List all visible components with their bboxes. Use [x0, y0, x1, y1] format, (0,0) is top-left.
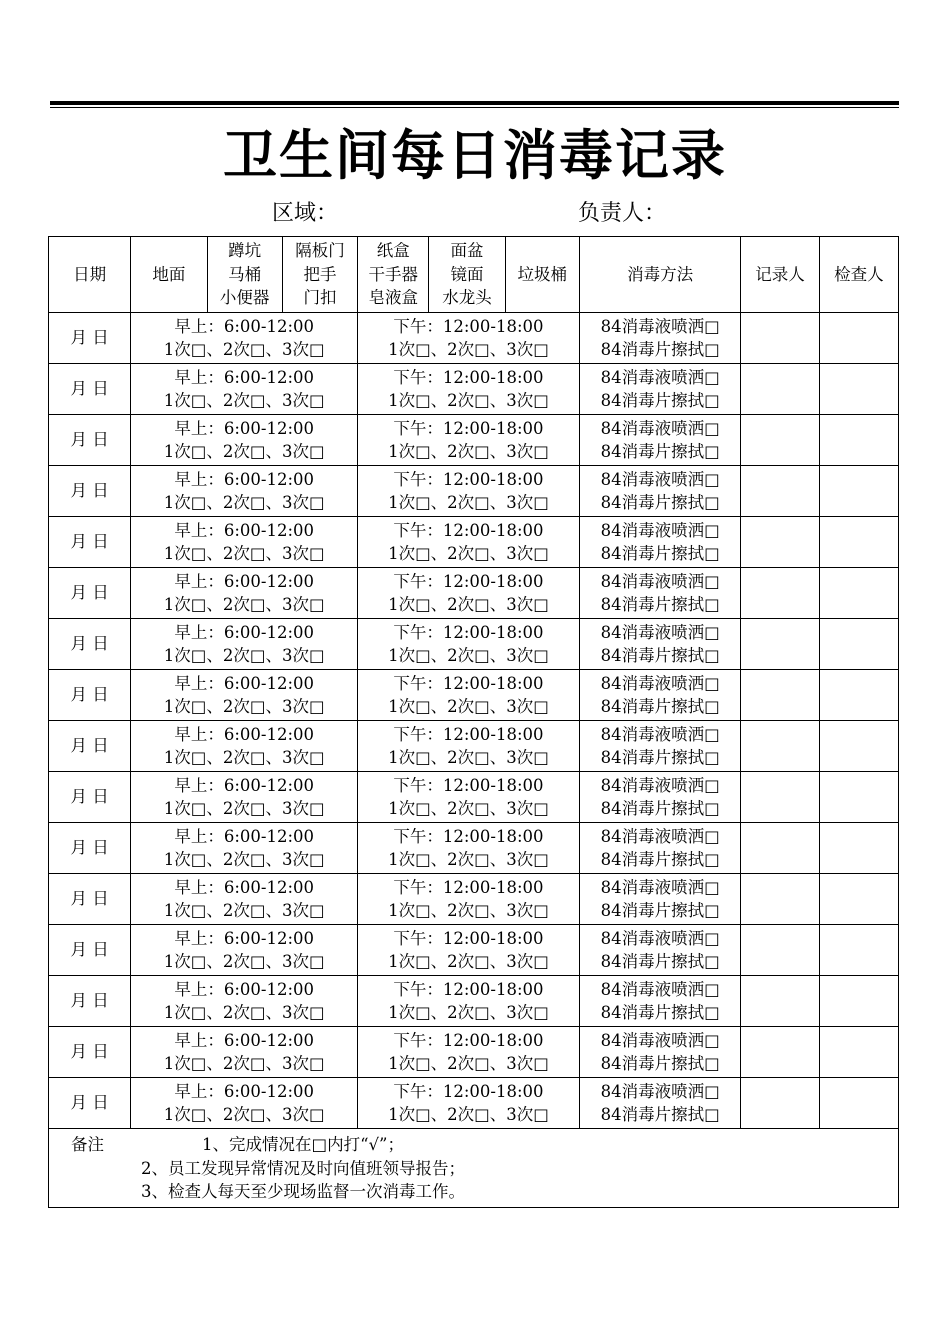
log-row — [49, 568, 899, 619]
inspector-cell[interactable] — [819, 772, 898, 823]
top-rule-thick — [50, 101, 899, 105]
afternoon-cell[interactable]: 下午：12:00-18:00 1次□、2次□、3次□ — [358, 1078, 580, 1129]
header-toilet: 蹲坑 马桶 小便器 — [207, 237, 282, 313]
morning-cell[interactable]: 早上：6:00-12:00 1次□、2次□、3次□ — [131, 1027, 358, 1078]
date-cell[interactable]: 月 日 — [49, 415, 131, 466]
date-cell[interactable]: 月 日 — [49, 517, 131, 568]
afternoon-cell[interactable]: 下午：12:00-18:00 1次□、2次□、3次□ — [358, 415, 580, 466]
log-row — [49, 517, 899, 568]
morning-cell[interactable]: 早上：6:00-12:00 1次□、2次□、3次□ — [131, 517, 358, 568]
afternoon-cell[interactable]: 下午：12:00-18:00 1次□、2次□、3次□ — [358, 670, 580, 721]
header-door: 隔板门 把手 门扣 — [282, 237, 357, 313]
method-cell[interactable]: 84消毒液喷洒□ 84消毒片擦拭□ — [579, 874, 741, 925]
afternoon-cell[interactable]: 下午：12:00-18:00 1次□、2次□、3次□ — [358, 874, 580, 925]
recorder-cell[interactable] — [741, 313, 819, 364]
morning-cell[interactable]: 早上：6:00-12:00 1次□、2次□、3次□ — [131, 823, 358, 874]
date-cell[interactable]: 月 日 — [49, 823, 131, 874]
afternoon-cell[interactable]: 下午：12:00-18:00 1次□、2次□、3次□ — [358, 772, 580, 823]
header-method: 消毒方法 — [579, 237, 741, 313]
recorder-cell[interactable] — [741, 772, 819, 823]
notes-list — [141, 1133, 465, 1204]
recorder-cell[interactable] — [741, 415, 819, 466]
region-label: 区域： — [272, 201, 339, 226]
inspector-cell[interactable] — [819, 1027, 898, 1078]
morning-cell[interactable]: 早上：6:00-12:00 1次□、2次□、3次□ — [131, 466, 358, 517]
recorder-cell[interactable] — [741, 364, 819, 415]
method-cell[interactable]: 84消毒液喷洒□ 84消毒片擦拭□ — [579, 823, 741, 874]
afternoon-cell[interactable]: 下午：12:00-18:00 1次□、2次□、3次□ — [358, 619, 580, 670]
log-row — [49, 874, 899, 925]
date-cell[interactable]: 月 日 — [49, 976, 131, 1027]
top-rule-thin — [50, 107, 899, 108]
log-row — [49, 823, 899, 874]
date-cell[interactable]: 月 日 — [49, 619, 131, 670]
header-trash: 垃圾桶 — [505, 237, 579, 313]
method-cell[interactable]: 84消毒液喷洒□ 84消毒片擦拭□ — [579, 772, 741, 823]
morning-cell[interactable]: 早上：6:00-12:00 1次□、2次□、3次□ — [131, 568, 358, 619]
log-row — [49, 364, 899, 415]
log-row — [49, 721, 899, 772]
afternoon-cell[interactable]: 下午：12:00-18:00 1次□、2次□、3次□ — [358, 976, 580, 1027]
inspector-cell[interactable] — [819, 568, 898, 619]
inspector-cell[interactable] — [819, 670, 898, 721]
method-cell[interactable]: 84消毒液喷洒□ 84消毒片擦拭□ — [579, 313, 741, 364]
owner-label: 负责人： — [578, 201, 667, 226]
method-cell[interactable]: 84消毒液喷洒□ 84消毒片擦拭□ — [579, 1027, 741, 1078]
date-cell[interactable]: 月 日 — [49, 670, 131, 721]
method-cell[interactable]: 84消毒液喷洒□ 84消毒片擦拭□ — [579, 670, 741, 721]
log-row — [49, 976, 899, 1027]
inspector-cell[interactable] — [819, 1078, 898, 1129]
log-row — [49, 619, 899, 670]
morning-cell[interactable]: 早上：6:00-12:00 1次□、2次□、3次□ — [131, 313, 358, 364]
recorder-cell[interactable] — [741, 619, 819, 670]
method-cell[interactable]: 84消毒液喷洒□ 84消毒片擦拭□ — [579, 568, 741, 619]
recorder-cell[interactable] — [741, 721, 819, 772]
log-row — [49, 1027, 899, 1078]
notes-label: 备注 — [71, 1135, 104, 1154]
recorder-cell[interactable] — [741, 670, 819, 721]
method-cell[interactable]: 84消毒液喷洒□ 84消毒片擦拭□ — [579, 721, 741, 772]
morning-cell[interactable]: 早上：6:00-12:00 1次□、2次□、3次□ — [131, 364, 358, 415]
morning-cell[interactable]: 早上：6:00-12:00 1次□、2次□、3次□ — [131, 772, 358, 823]
disinfection-log-table — [48, 236, 899, 1208]
method-cell[interactable]: 84消毒液喷洒□ 84消毒片擦拭□ — [579, 619, 741, 670]
inspector-cell[interactable] — [819, 874, 898, 925]
date-cell[interactable]: 月 日 — [49, 1078, 131, 1129]
recorder-cell[interactable] — [741, 1078, 819, 1129]
morning-cell[interactable]: 早上：6:00-12:00 1次□、2次□、3次□ — [131, 925, 358, 976]
header-row — [49, 237, 899, 313]
header-dispensers: 纸盒 干手器 皂液盒 — [358, 237, 429, 313]
recorder-cell[interactable] — [741, 823, 819, 874]
inspector-cell[interactable] — [819, 313, 898, 364]
header-floor: 地面 — [131, 237, 207, 313]
afternoon-cell[interactable]: 下午：12:00-18:00 1次□、2次□、3次□ — [358, 517, 580, 568]
afternoon-cell[interactable]: 下午：12:00-18:00 1次□、2次□、3次□ — [358, 568, 580, 619]
inspector-cell[interactable] — [819, 925, 898, 976]
morning-cell[interactable]: 早上：6:00-12:00 1次□、2次□、3次□ — [131, 976, 358, 1027]
afternoon-cell[interactable]: 下午：12:00-18:00 1次□、2次□、3次□ — [358, 313, 580, 364]
recorder-cell[interactable] — [741, 874, 819, 925]
notes-cell — [49, 1129, 899, 1208]
notes-row — [49, 1129, 899, 1208]
date-cell[interactable]: 月 日 — [49, 925, 131, 976]
date-cell[interactable]: 月 日 — [49, 364, 131, 415]
log-row — [49, 415, 899, 466]
method-cell[interactable]: 84消毒液喷洒□ 84消毒片擦拭□ — [579, 976, 741, 1027]
note-item: 2、员工发现异常情况及时向值班领导报告； — [141, 1158, 465, 1178]
inspector-cell[interactable] — [819, 976, 898, 1027]
recorder-cell[interactable] — [741, 1027, 819, 1078]
recorder-cell[interactable] — [741, 568, 819, 619]
method-cell[interactable]: 84消毒液喷洒□ 84消毒片擦拭□ — [579, 925, 741, 976]
morning-cell[interactable]: 早上：6:00-12:00 1次□、2次□、3次□ — [131, 721, 358, 772]
log-row — [49, 670, 899, 721]
morning-cell[interactable]: 早上：6:00-12:00 1次□、2次□、3次□ — [131, 874, 358, 925]
note-item: 1、完成情况在□内打“√”； — [202, 1135, 404, 1154]
date-cell[interactable]: 月 日 — [49, 1027, 131, 1078]
afternoon-cell[interactable]: 下午：12:00-18:00 1次□、2次□、3次□ — [358, 364, 580, 415]
method-cell[interactable]: 84消毒液喷洒□ 84消毒片擦拭□ — [579, 1078, 741, 1129]
log-row — [49, 772, 899, 823]
log-row — [49, 925, 899, 976]
afternoon-cell[interactable]: 下午：12:00-18:00 1次□、2次□、3次□ — [358, 721, 580, 772]
page-title: 卫生间每日消毒记录 — [223, 123, 727, 187]
note-item: 3、检查人每天至少现场监督一次消毒工作。 — [141, 1182, 465, 1201]
recorder-cell[interactable] — [741, 517, 819, 568]
afternoon-cell[interactable]: 下午：12:00-18:00 1次□、2次□、3次□ — [358, 466, 580, 517]
morning-cell[interactable]: 早上：6:00-12:00 1次□、2次□、3次□ — [131, 619, 358, 670]
inspector-cell[interactable] — [819, 364, 898, 415]
inspector-cell[interactable] — [819, 517, 898, 568]
date-cell[interactable]: 月 日 — [49, 874, 131, 925]
header-date: 日期 — [49, 237, 131, 313]
date-cell[interactable]: 月 日 — [49, 721, 131, 772]
inspector-cell[interactable] — [819, 619, 898, 670]
morning-cell[interactable]: 早上：6:00-12:00 1次□、2次□、3次□ — [131, 415, 358, 466]
date-cell[interactable]: 月 日 — [49, 568, 131, 619]
recorder-cell[interactable] — [741, 466, 819, 517]
inspector-cell[interactable] — [819, 415, 898, 466]
log-row — [49, 466, 899, 517]
afternoon-cell[interactable]: 下午：12:00-18:00 1次□、2次□、3次□ — [358, 1027, 580, 1078]
method-cell[interactable]: 84消毒液喷洒□ 84消毒片擦拭□ — [579, 415, 741, 466]
method-cell[interactable]: 84消毒液喷洒□ 84消毒片擦拭□ — [579, 364, 741, 415]
morning-cell[interactable]: 早上：6:00-12:00 1次□、2次□、3次□ — [131, 1078, 358, 1129]
header-recorder: 记录人 — [741, 237, 819, 313]
afternoon-cell[interactable]: 下午：12:00-18:00 1次□、2次□、3次□ — [358, 925, 580, 976]
log-row — [49, 1078, 899, 1129]
recorder-cell[interactable] — [741, 976, 819, 1027]
date-cell[interactable]: 月 日 — [49, 466, 131, 517]
method-cell[interactable]: 84消毒液喷洒□ 84消毒片擦拭□ — [579, 466, 741, 517]
header-inspector: 检查人 — [819, 237, 898, 313]
date-cell[interactable]: 月 日 — [49, 772, 131, 823]
date-cell[interactable]: 月 日 — [49, 313, 131, 364]
inspector-cell[interactable] — [819, 466, 898, 517]
inspector-cell[interactable] — [819, 823, 898, 874]
header-basin: 面盆 镜面 水龙头 — [429, 237, 505, 313]
inspector-cell[interactable] — [819, 721, 898, 772]
log-row — [49, 313, 899, 364]
method-cell[interactable]: 84消毒液喷洒□ 84消毒片擦拭□ — [579, 517, 741, 568]
afternoon-cell[interactable]: 下午：12:00-18:00 1次□、2次□、3次□ — [358, 823, 580, 874]
recorder-cell[interactable] — [741, 925, 819, 976]
morning-cell[interactable]: 早上：6:00-12:00 1次□、2次□、3次□ — [131, 670, 358, 721]
